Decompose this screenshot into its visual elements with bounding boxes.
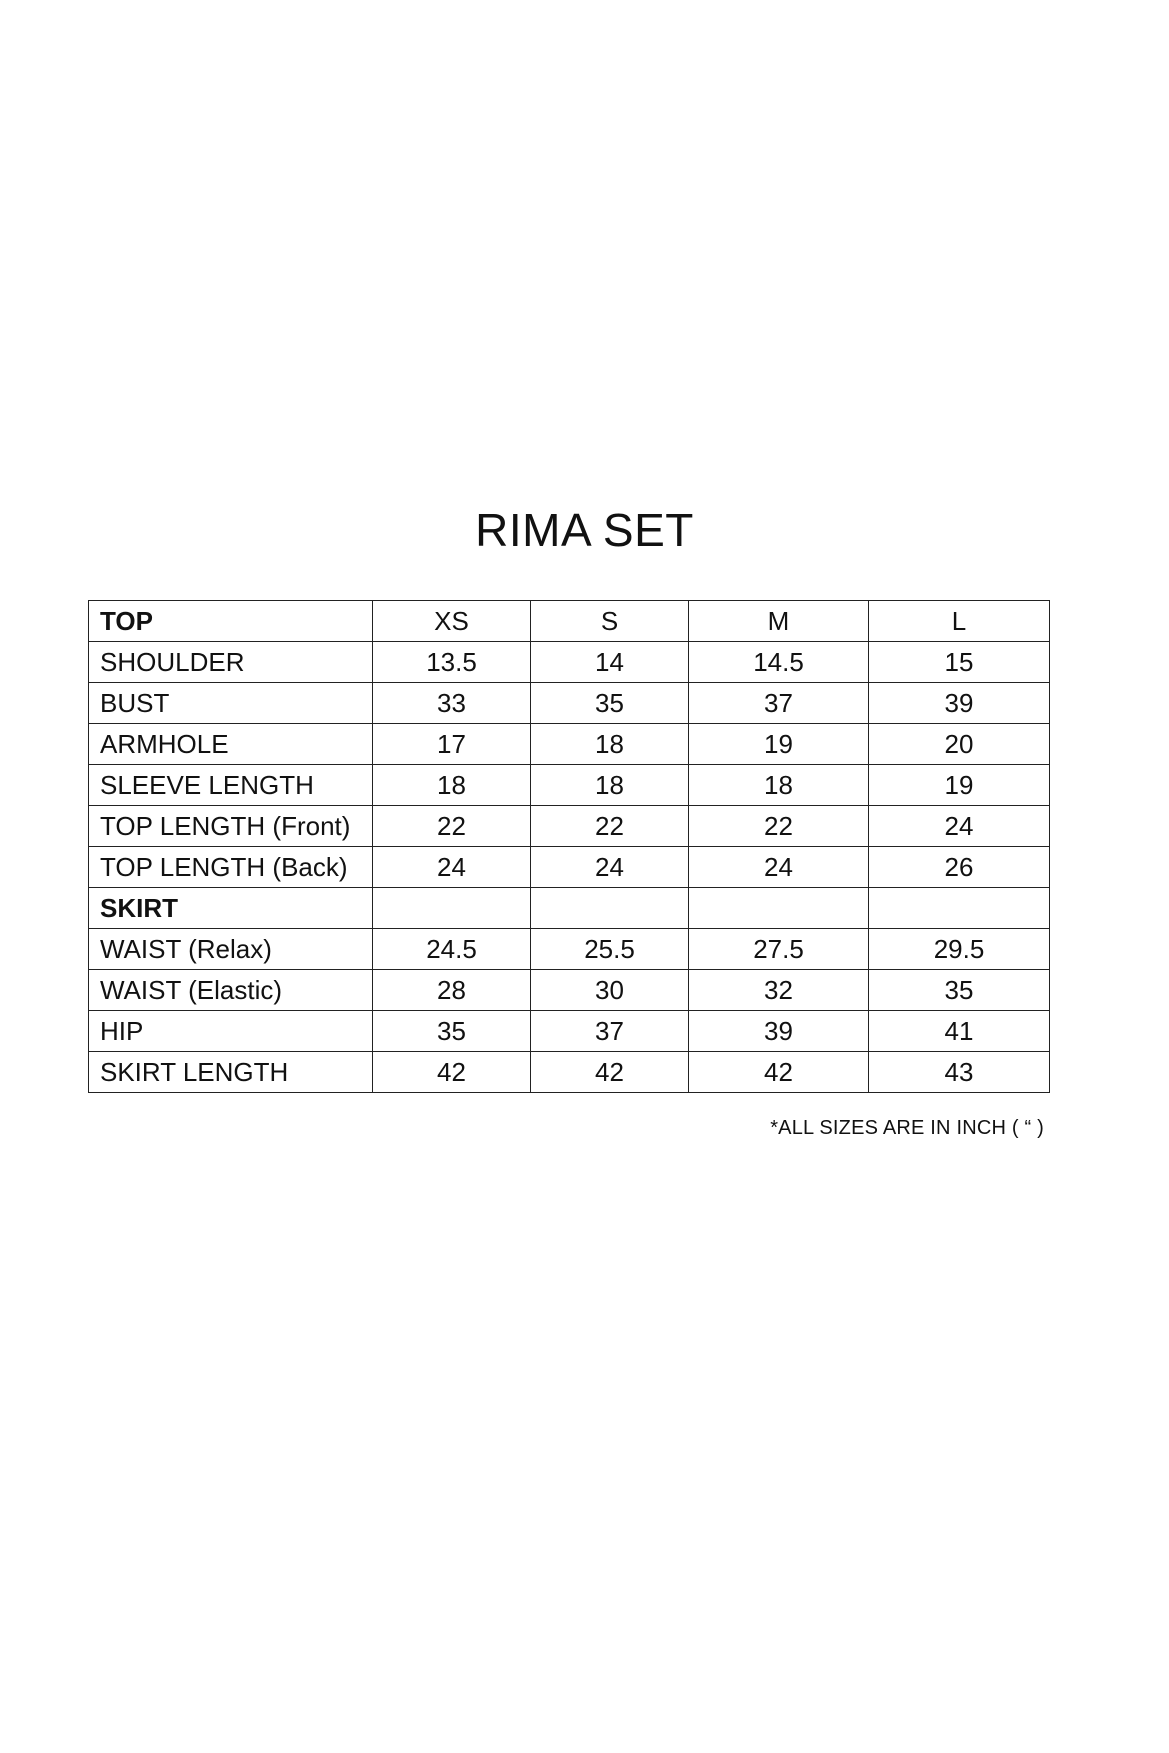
- table-row: [89, 929, 1050, 970]
- table-row: [89, 970, 1050, 1011]
- row-label: ARMHOLE: [89, 724, 373, 765]
- row-label: SHOULDER: [89, 642, 373, 683]
- table-cell: 22: [373, 806, 531, 847]
- table-cell: 42: [689, 1052, 869, 1093]
- table-row: [89, 724, 1050, 765]
- table-cell: 20: [869, 724, 1050, 765]
- section-header-skirt: SKIRT: [89, 888, 373, 929]
- table-cell: 24: [373, 847, 531, 888]
- row-label: SKIRT LENGTH: [89, 1052, 373, 1093]
- table-cell: 35: [531, 683, 689, 724]
- table-cell: 24.5: [373, 929, 531, 970]
- table-cell: 30: [531, 970, 689, 1011]
- table-row: [89, 683, 1050, 724]
- row-label: WAIST (Relax): [89, 929, 373, 970]
- table-cell: 24: [689, 847, 869, 888]
- table-cell: 18: [689, 765, 869, 806]
- table-cell: 22: [531, 806, 689, 847]
- row-label: BUST: [89, 683, 373, 724]
- table-cell: 26: [869, 847, 1050, 888]
- table-cell: [689, 888, 869, 929]
- page-title: RIMA SET: [475, 504, 694, 556]
- table-cell: 28: [373, 970, 531, 1011]
- table-cell: 42: [531, 1052, 689, 1093]
- table-cell: 33: [373, 683, 531, 724]
- table-cell: 27.5: [689, 929, 869, 970]
- table-cell: 39: [689, 1011, 869, 1052]
- table-cell: 32: [689, 970, 869, 1011]
- table-row: [89, 1011, 1050, 1052]
- units-footnote: *ALL SIZES ARE IN INCH ( “ ): [770, 1117, 1044, 1139]
- table-row: [89, 847, 1050, 888]
- row-label: SLEEVE LENGTH: [89, 765, 373, 806]
- table-cell: 43: [869, 1052, 1050, 1093]
- table-row: [89, 765, 1050, 806]
- table-cell: 17: [373, 724, 531, 765]
- row-label: TOP LENGTH (Front): [89, 806, 373, 847]
- table-cell: 37: [689, 683, 869, 724]
- table-cell: 18: [531, 765, 689, 806]
- table-row: [89, 806, 1050, 847]
- table-cell: 24: [531, 847, 689, 888]
- table-cell: 19: [689, 724, 869, 765]
- section-header-top: TOP: [89, 601, 373, 642]
- table-cell: 13.5: [373, 642, 531, 683]
- table-cell: 39: [869, 683, 1050, 724]
- table-cell: 18: [531, 724, 689, 765]
- table-cell: 37: [531, 1011, 689, 1052]
- table-cell: [531, 888, 689, 929]
- table-cell: 42: [373, 1052, 531, 1093]
- table-cell: 25.5: [531, 929, 689, 970]
- table-cell: 35: [869, 970, 1050, 1011]
- row-label: HIP: [89, 1011, 373, 1052]
- size-header-m: M: [689, 601, 869, 642]
- table-header-row: [89, 601, 1050, 642]
- size-chart-table: [88, 600, 1050, 1093]
- table-row: [89, 642, 1050, 683]
- row-label: WAIST (Elastic): [89, 970, 373, 1011]
- size-header-xs: XS: [373, 601, 531, 642]
- row-label: TOP LENGTH (Back): [89, 847, 373, 888]
- size-header-s: S: [531, 601, 689, 642]
- table-row: [89, 1052, 1050, 1093]
- table-cell: 29.5: [869, 929, 1050, 970]
- size-header-l: L: [869, 601, 1050, 642]
- table-cell: 35: [373, 1011, 531, 1052]
- table-cell: 15: [869, 642, 1050, 683]
- table-cell: 14: [531, 642, 689, 683]
- table-cell: 18: [373, 765, 531, 806]
- table-cell: 22: [689, 806, 869, 847]
- section-header-row: [89, 888, 1050, 929]
- table-cell: [373, 888, 531, 929]
- table-cell: 19: [869, 765, 1050, 806]
- table-cell: [869, 888, 1050, 929]
- table-cell: 24: [869, 806, 1050, 847]
- table-cell: 14.5: [689, 642, 869, 683]
- table-cell: 41: [869, 1011, 1050, 1052]
